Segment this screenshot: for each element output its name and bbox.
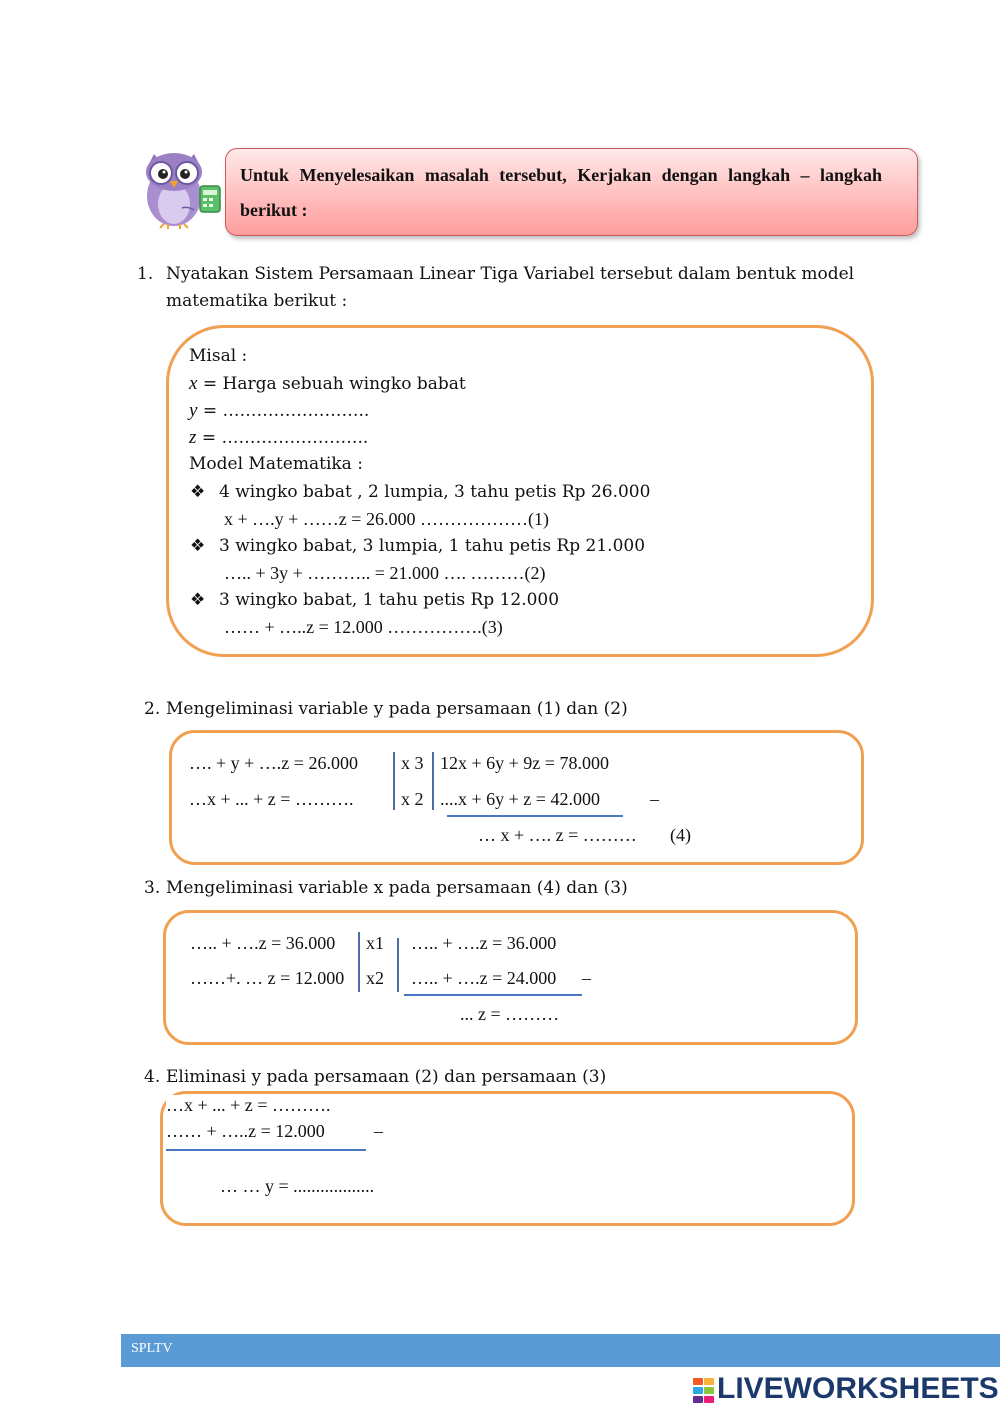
step2-left-row1[interactable]: …. + y + ….z = 26.000 — [189, 753, 358, 773]
x-definition-text: = Harga sebuah wingko babat — [202, 374, 466, 394]
step2-right-row1: 12x + 6y + 9z = 78.000 — [440, 753, 609, 773]
step3-text: Mengeliminasi variable x pada persamaan (4) dan (3) — [166, 878, 628, 898]
step4-text: Eliminasi y pada persamaan (2) dan persamaan (3) — [166, 1067, 607, 1087]
footer-label: SPLTV — [131, 1341, 173, 1356]
y-definition-blank[interactable]: = …………………….. — [202, 401, 370, 421]
step3-multiplier2: x2 — [366, 968, 384, 988]
step2-multiplier1: x 3 — [401, 753, 424, 773]
diamond-bullet-icon: ❖ — [190, 536, 206, 556]
item1-text: 4 wingko babat , 2 lumpia, 3 tahu petis Rp 26.000 — [219, 482, 651, 502]
diamond-bullet-icon: ❖ — [190, 482, 206, 502]
step3-left-row2[interactable]: ……+. … z = 12.000 — [190, 968, 345, 988]
item2-text: 3 wingko babat, 3 lumpia, 1 tahu petis Rp 21.000 — [219, 536, 646, 556]
x-variable: x — [189, 373, 198, 394]
step1-number: 1. — [137, 264, 154, 284]
step2-minus-sign: – — [650, 789, 659, 809]
step3-divider-right — [397, 938, 399, 992]
item1-equation[interactable]: x + ….y + ……z = 26.000 ………………(1) — [224, 509, 549, 529]
step1-text-line1: Nyatakan Sistem Persamaan Linear Tiga Variabel tersebut dalam bentuk model — [166, 264, 855, 284]
brand-logo-icon — [693, 1378, 715, 1404]
step4-underline — [166, 1149, 366, 1151]
step3-minus-sign: – — [582, 968, 591, 988]
step2-underline — [447, 815, 623, 817]
step3-underline — [404, 994, 582, 996]
step1-text-line2: matematika berikut : — [166, 291, 348, 311]
step3-left-row1[interactable]: ….. + ….z = 36.000 — [190, 933, 336, 953]
step3-result[interactable]: ... z = ……… — [460, 1004, 560, 1024]
step2-text: Mengeliminasi variable y pada persamaan (1) dan (2) — [166, 699, 628, 719]
footer-bar — [121, 1334, 1000, 1367]
y-definition[interactable] — [189, 400, 369, 422]
step2-divider-left — [393, 752, 395, 810]
step4-minus-sign: – — [374, 1121, 383, 1141]
item3-equation[interactable]: …… + …..z = 12.000 …………….(3) — [224, 617, 503, 637]
z-definition[interactable] — [189, 427, 368, 449]
step3-number: 3. — [144, 878, 161, 898]
step2-number: 2. — [144, 699, 161, 719]
step2-divider-right — [432, 752, 434, 810]
owl-mascot-icon — [138, 148, 224, 230]
z-definition-blank[interactable]: = …………………….. — [201, 428, 369, 448]
step2-left-row2[interactable]: …x + ... + z = ………. — [189, 789, 354, 809]
step4-result[interactable]: … … y = .................. — [220, 1176, 375, 1196]
model-label: Model Matematika : — [189, 454, 363, 474]
step2-result[interactable]: … x + …. z = ……… — [478, 825, 637, 845]
diamond-bullet-icon: ❖ — [190, 590, 206, 610]
step2-right-row2[interactable]: ....x + 6y + z = 42.000 — [440, 789, 600, 809]
step3-divider-left — [358, 932, 360, 992]
y-variable: y — [189, 400, 198, 421]
step2-multiplier2: x 2 — [401, 789, 424, 809]
item2-equation[interactable]: ….. + 3y + ……….. = 21.000 …. ………(2) — [224, 563, 546, 583]
instruction-text: Untuk Menyelesaikan masalah tersebut, Kerjakan dengan langkah – langkah berikut : — [240, 165, 882, 220]
step3-right-row2[interactable]: ….. + ….z = 24.000 — [411, 968, 557, 988]
x-definition — [189, 373, 466, 395]
item3-text: 3 wingko babat, 1 tahu petis Rp 12.000 — [219, 590, 560, 610]
step3-right-row1[interactable]: ….. + ….z = 36.000 — [411, 933, 557, 953]
step4-row2[interactable]: …… + …..z = 12.000 — [166, 1121, 325, 1141]
misal-label: Misal : — [189, 346, 248, 366]
step4-row1[interactable]: …x + ... + z = ………. — [166, 1095, 331, 1115]
z-variable: z — [189, 427, 197, 448]
brand-name: LIVEWORKSHEETS — [717, 1372, 999, 1405]
step2-result-tag: (4) — [670, 825, 691, 845]
step3-multiplier1: x1 — [366, 933, 384, 953]
step4-number: 4. — [144, 1067, 161, 1087]
